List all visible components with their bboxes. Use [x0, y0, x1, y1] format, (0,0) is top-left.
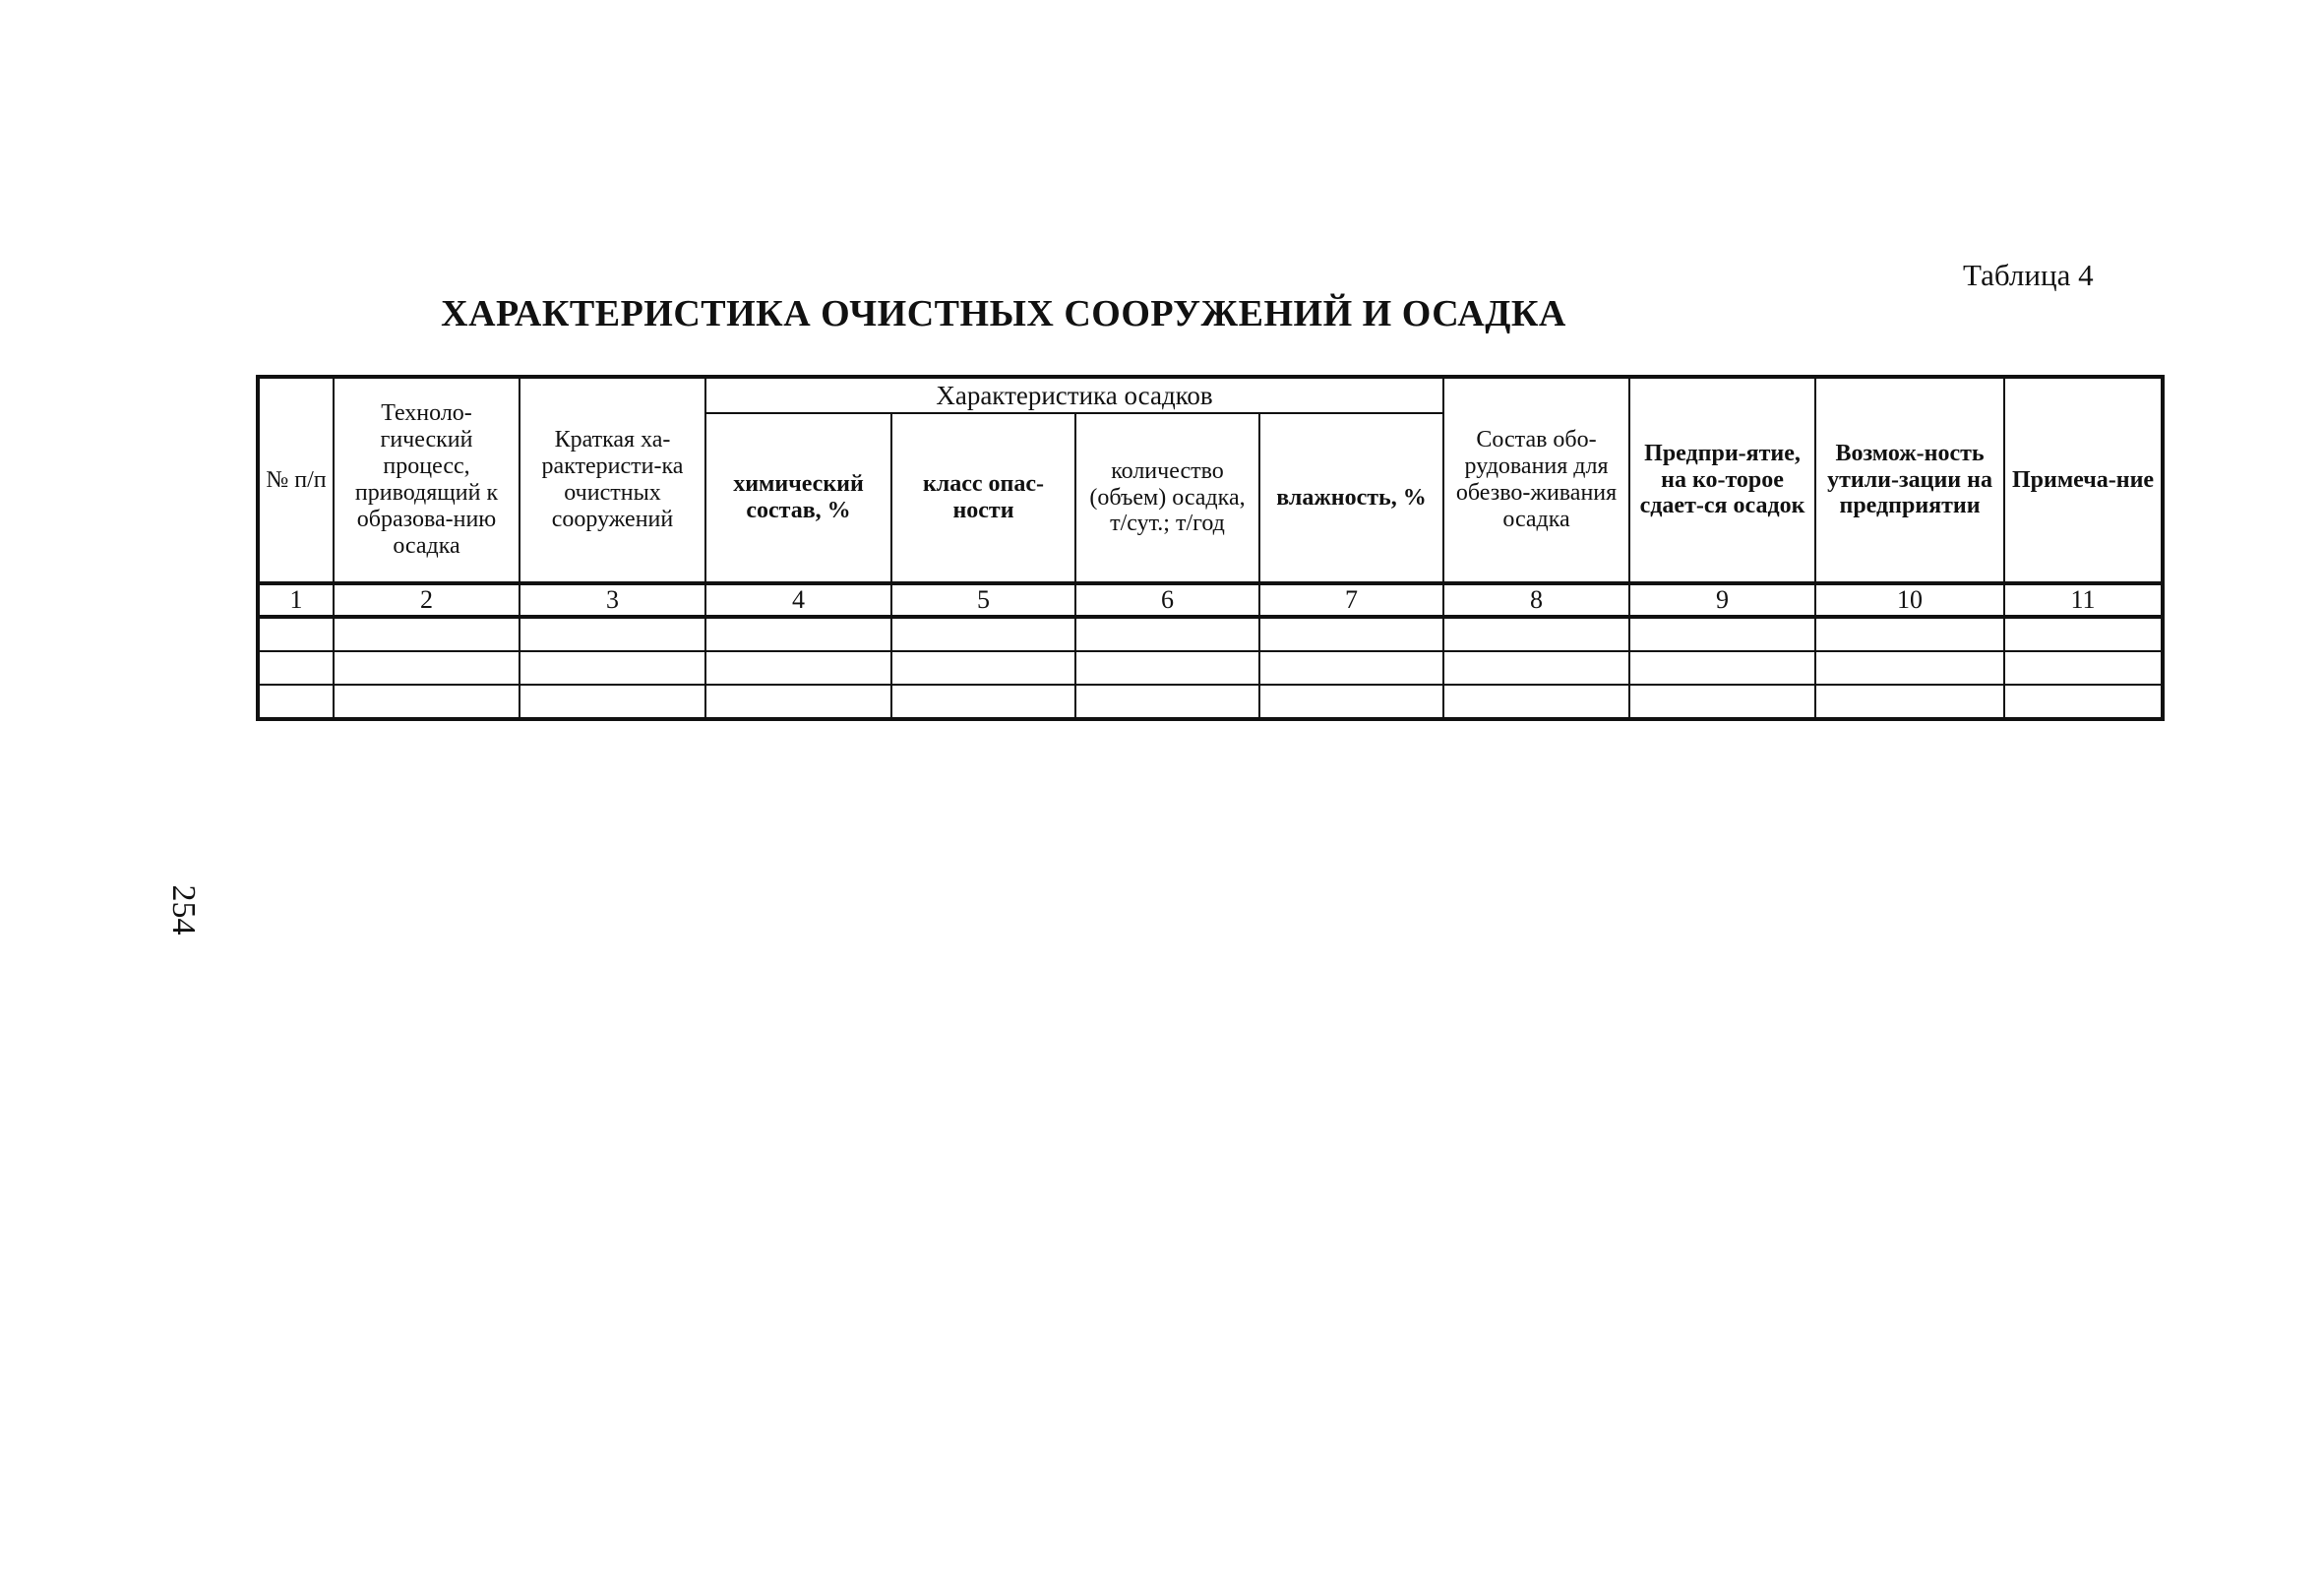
table-cell [2004, 685, 2163, 719]
header-col-4: химический состав, % [705, 413, 891, 583]
table-row [258, 617, 2163, 651]
table-cell [891, 685, 1075, 719]
table-row [258, 685, 2163, 719]
table-cell [520, 651, 705, 685]
header-col-11: Примеча-ние [2004, 377, 2163, 583]
column-number: 9 [1629, 583, 1815, 617]
table-cell [1815, 651, 2004, 685]
table-cell [1443, 685, 1629, 719]
table-cell [258, 617, 334, 651]
table-cell [1815, 617, 2004, 651]
header-col-2: Техноло-гический процесс, приводящий к образова-нию осадка [334, 377, 520, 583]
table-cell [1629, 651, 1815, 685]
header-col-10: Возмож-ность утили-зации на предприятии [1815, 377, 2004, 583]
data-table [256, 375, 2165, 721]
column-number: 10 [1815, 583, 2004, 617]
table-cell [1443, 651, 1629, 685]
header-col-9: Предпри-ятие, на ко-торое сдает-ся осадок [1629, 377, 1815, 583]
table-number-label: Таблица 4 [1963, 258, 2094, 292]
table-cell [1629, 617, 1815, 651]
table-cell [258, 685, 334, 719]
header-col-6: количество (объем) осадка, т/сут.; т/год [1075, 413, 1259, 583]
column-number: 5 [891, 583, 1075, 617]
table-cell [705, 651, 891, 685]
header-col-8: Состав обо-рудования для обезво-живания осадка [1443, 377, 1629, 583]
header-group-sediment: Характеристика осадков [705, 377, 1443, 413]
table-cell [891, 651, 1075, 685]
header-col-5: класс опас-ности [891, 413, 1075, 583]
table-cell [705, 685, 891, 719]
page-title: ХАРАКТЕРИСТИКА ОЧИСТНЫХ СООРУЖЕНИЙ И ОСАДКА [441, 293, 1566, 334]
table-cell [520, 685, 705, 719]
header-row-1 [258, 377, 2163, 413]
table-cell [1259, 685, 1443, 719]
table-cell [2004, 617, 2163, 651]
table-cell [520, 617, 705, 651]
table-cell [891, 617, 1075, 651]
table-cell [334, 617, 520, 651]
column-number-row [258, 583, 2163, 617]
column-number: 1 [258, 583, 334, 617]
table-cell [258, 651, 334, 685]
column-number: 7 [1259, 583, 1443, 617]
table-cell [1443, 617, 1629, 651]
table-cell [334, 685, 520, 719]
column-number: 6 [1075, 583, 1259, 617]
header-col-7: влажность, % [1259, 413, 1443, 583]
table-cell [2004, 651, 2163, 685]
table-cell [1075, 651, 1259, 685]
table-cell [1629, 685, 1815, 719]
header-col-3: Краткая ха-рактеристи-ка очистных сооружений [520, 377, 705, 583]
page-number: 254 [165, 884, 202, 935]
column-number: 8 [1443, 583, 1629, 617]
table-cell [705, 617, 891, 651]
column-number: 2 [334, 583, 520, 617]
column-number: 4 [705, 583, 891, 617]
table-row [258, 651, 2163, 685]
column-number: 11 [2004, 583, 2163, 617]
table-cell [1259, 651, 1443, 685]
table-cell [1259, 617, 1443, 651]
header-col-1: № п/п [258, 377, 334, 583]
table-cell [1815, 685, 2004, 719]
table-cell [1075, 685, 1259, 719]
table-cell [1075, 617, 1259, 651]
table-cell [334, 651, 520, 685]
column-number: 3 [520, 583, 705, 617]
